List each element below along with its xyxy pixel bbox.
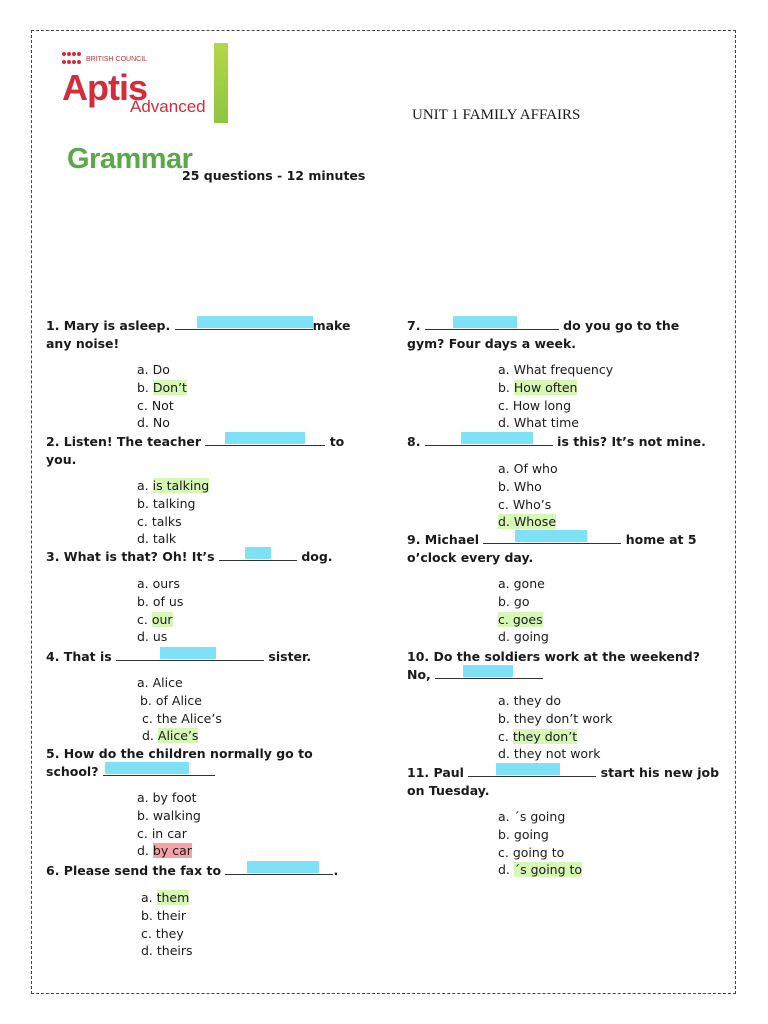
answer-blank[interactable]: [468, 765, 596, 777]
options-6: [141, 889, 193, 960]
option[interactable]: b. talking: [137, 495, 196, 511]
answer-blank[interactable]: [435, 667, 543, 679]
option[interactable]: d. going: [498, 629, 549, 645]
options-9: [498, 575, 549, 646]
highlighted-answer: d. Whose: [498, 514, 557, 530]
question-10: 10. Do the soldiers work at the weekend? No,: [407, 649, 700, 682]
option[interactable]: d. talk: [137, 531, 177, 547]
answer-blank[interactable]: [219, 549, 297, 561]
option[interactable]: d. they not work: [498, 746, 601, 762]
option[interactable]: a. What frequency: [498, 362, 614, 377]
option[interactable]: a. by foot: [137, 790, 197, 805]
option[interactable]: a. Alice: [137, 675, 183, 690]
option[interactable]: a. Of who: [498, 461, 558, 476]
option[interactable]: c. Who’s: [498, 496, 552, 512]
logo-stripe: [214, 43, 228, 123]
option[interactable]: b. go: [498, 593, 530, 609]
highlighted-answer: by car: [152, 843, 192, 859]
question-5: 5. How do the children normally go to school?: [46, 746, 313, 779]
aptis-logo: [50, 43, 228, 123]
answer-blank[interactable]: [205, 434, 325, 446]
option[interactable]: b. of us: [137, 593, 184, 609]
answer-blank[interactable]: [175, 318, 313, 330]
question-11: 11. Paul start his new job on Tuesday.: [407, 765, 720, 798]
option[interactable]: d. theirs: [141, 943, 193, 959]
highlighted-answer: Don’t: [152, 379, 187, 395]
option[interactable]: c. in car: [137, 825, 187, 841]
options-8: [498, 460, 558, 531]
option[interactable]: b. of Alice: [140, 692, 202, 708]
option[interactable]: b. they don’t work: [498, 710, 613, 726]
highlighted-answer: How often: [513, 379, 578, 395]
option[interactable]: a. Do: [137, 362, 170, 377]
option[interactable]: b. going: [498, 826, 549, 842]
option[interactable]: c. they: [141, 925, 184, 941]
option[interactable]: b. Who: [498, 478, 542, 494]
unit-title: UNIT 1 FAMILY AFFAIRS: [412, 107, 581, 123]
option[interactable]: c. Not: [137, 397, 174, 413]
highlighted-answer: ´s going to: [513, 862, 583, 878]
options-5: [137, 789, 201, 860]
options-7: [498, 361, 613, 432]
highlighted-answer: c. goes: [498, 611, 543, 627]
option[interactable]: d. No: [137, 415, 170, 431]
option[interactable]: [498, 611, 549, 629]
option[interactable]: d. us: [137, 629, 168, 645]
question-8: 8. is this? It’s not mine.: [407, 434, 706, 449]
option[interactable]: d. Alice’s: [142, 728, 199, 744]
answer-blank[interactable]: [483, 532, 621, 544]
brand-small: BRITISH COUNCIL: [86, 55, 148, 63]
option[interactable]: b. their: [141, 907, 187, 923]
question-3: 3. What is that? Oh! It’s dog.: [46, 549, 333, 564]
question-2: 2. Listen! The teacher to you.: [46, 434, 345, 467]
option[interactable]: a. ´s going: [498, 809, 566, 824]
option[interactable]: d. What time: [498, 415, 579, 431]
option[interactable]: b. How often: [498, 379, 578, 395]
option[interactable]: c. the Alice’s: [142, 710, 222, 726]
options-2: [137, 477, 209, 548]
section-title: Grammar: [67, 143, 193, 175]
question-4: 4. That is sister.: [46, 649, 312, 664]
answer-blank[interactable]: [425, 434, 553, 446]
option[interactable]: a. gone: [498, 576, 545, 591]
option[interactable]: d. ´s going to: [498, 862, 583, 878]
option[interactable]: a. ours: [137, 576, 180, 591]
option[interactable]: c. How long: [498, 397, 572, 413]
option[interactable]: a. them: [141, 890, 190, 905]
question-1: 1. Mary is asleep. make any noise!: [46, 318, 351, 351]
highlighted-answer: they don’t: [512, 728, 578, 744]
options-11: [498, 808, 582, 879]
question-7: 7. do you go to the gym? Four days a week.: [407, 318, 680, 351]
options-3: [137, 575, 183, 646]
highlighted-answer: them: [156, 890, 190, 905]
option[interactable]: [498, 513, 558, 531]
option[interactable]: a. they do: [498, 693, 562, 708]
options-4: [137, 674, 222, 745]
answer-blank[interactable]: [425, 318, 559, 330]
questions-info: 25 questions - 12 minutes: [182, 168, 366, 183]
option[interactable]: b. walking: [137, 807, 201, 823]
option[interactable]: d. by car: [137, 843, 192, 859]
brand-level: Advanced: [130, 97, 206, 116]
answer-blank[interactable]: [116, 649, 264, 661]
highlighted-answer: our: [151, 611, 173, 627]
options-1: [137, 361, 187, 432]
british-council-mark: [62, 52, 147, 66]
options-10: [498, 692, 612, 763]
option[interactable]: a. is talking: [137, 478, 210, 493]
answer-blank[interactable]: [225, 863, 333, 875]
option[interactable]: c. talks: [137, 513, 182, 529]
brand-name: Aptis: [62, 67, 147, 108]
option[interactable]: c. going to: [498, 844, 565, 860]
question-9: 9. Michael home at 5 o’clock every day.: [407, 532, 697, 565]
highlighted-answer: is talking: [152, 478, 210, 493]
answer-blank[interactable]: [103, 764, 215, 776]
question-6: 6. Please send the fax to .: [46, 863, 339, 878]
british-council-dots-icon: [62, 52, 82, 66]
highlighted-answer: Alice’s: [157, 728, 199, 744]
option[interactable]: b. Don’t: [137, 379, 187, 395]
option[interactable]: c. they don’t: [498, 728, 578, 744]
option[interactable]: c. our: [137, 611, 173, 627]
